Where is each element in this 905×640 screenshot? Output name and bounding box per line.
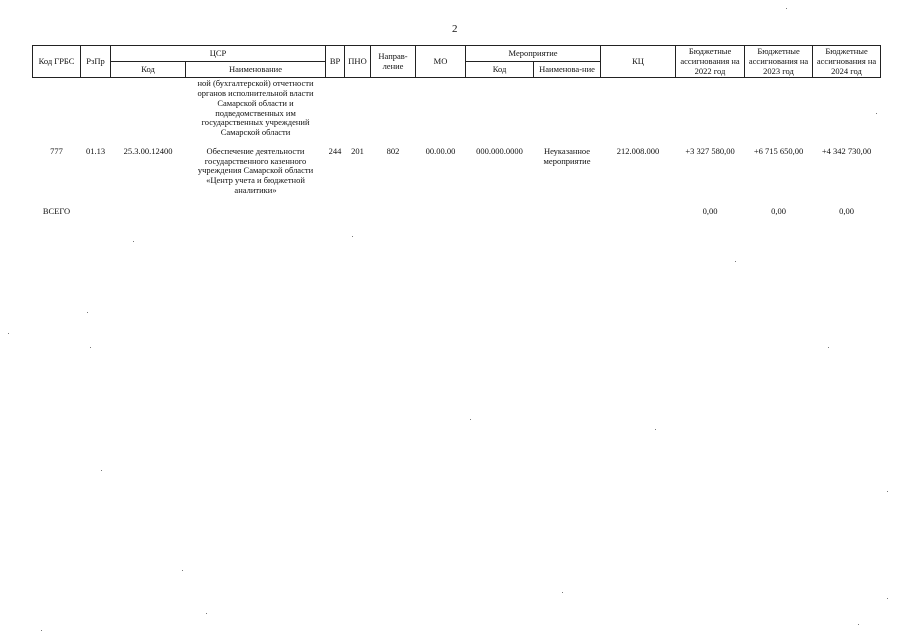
continuation-text: ной (бухгалтерской) отчетности органов исполнительной власти Самарской области и подведомственных им государственных учреждений Самарской области [197, 78, 314, 138]
cell-kod-grbs: 777 [50, 145, 63, 156]
table-row-continuation [33, 78, 881, 139]
total-row [33, 197, 881, 218]
page-number: 2 [452, 23, 458, 35]
total-budget-2024: 0,00 [839, 205, 854, 216]
header-kc: КЦ [601, 46, 676, 78]
header-mo: МО [416, 46, 466, 78]
header-meropriyatie-kod: Код [466, 62, 534, 78]
budget-table [32, 45, 881, 217]
header-meropriyatie-name: Наименова-ние [534, 62, 601, 78]
cell-vr: 244 [328, 145, 342, 156]
cell-csr-kod: 25.3.00.12400 [123, 145, 173, 156]
cell-napravlenie: 802 [386, 145, 400, 156]
cell-budget-2022: +3 327 580,00 [685, 145, 735, 156]
scan-speck [470, 419, 471, 420]
scan-speck [352, 236, 353, 237]
scan-speck [562, 592, 563, 593]
table-row [33, 139, 881, 197]
scan-speck [90, 347, 91, 348]
header-rzpr: РзПр [81, 46, 111, 78]
header-csr-name: Наименование [186, 62, 326, 78]
scan-speck [133, 241, 134, 242]
cell-meropriyatie-name: Неуказанное мероприятие [543, 145, 591, 166]
header-budget-2022: Бюджетные ассигнования на 2022 год [676, 46, 745, 78]
cell-budget-2024: +4 342 730,00 [821, 145, 872, 156]
scan-speck [41, 630, 42, 631]
scan-speck [735, 261, 736, 262]
header-meropriyatie: Мероприятие [466, 46, 601, 62]
header-kod-grbs: Код ГРБС [33, 46, 81, 78]
scan-speck [887, 491, 888, 492]
scan-speck [786, 8, 787, 9]
scan-speck [182, 570, 183, 571]
scan-speck [858, 624, 859, 625]
header-vr: ВР [326, 46, 345, 78]
header-napravlenie: Направ-ление [371, 46, 416, 78]
scan-speck [828, 347, 829, 348]
total-label: ВСЕГО [42, 205, 71, 216]
scan-speck [206, 613, 207, 614]
cell-rzpr: 01.13 [85, 145, 106, 156]
scan-speck [887, 598, 888, 599]
cell-kc: 212.008.000 [616, 145, 660, 156]
header-budget-2023: Бюджетные ассигнования на 2023 год [745, 46, 813, 78]
scan-speck [8, 333, 9, 334]
table-header [33, 46, 881, 78]
header-csr-kod: Код [111, 62, 186, 78]
scan-speck [876, 113, 877, 114]
cell-budget-2023: +6 715 650,00 [753, 145, 804, 156]
scan-speck [655, 429, 656, 430]
cell-mo: 00.00.00 [425, 145, 456, 156]
header-budget-2024: Бюджетные ассигнования на 2024 год [813, 46, 881, 78]
cell-csr-name: Обеспечение деятельности государственного казенного учреждения Самарской области «Центр учета и бюджетной аналитики» [197, 145, 314, 195]
total-budget-2023: 0,00 [771, 205, 786, 216]
scan-speck [87, 312, 88, 313]
cell-meropriyatie-kod: 000.000.0000 [476, 145, 523, 156]
header-csr: ЦСР [111, 46, 326, 62]
cell-pno: 201 [351, 145, 364, 156]
header-pno: ПНО [345, 46, 371, 78]
total-budget-2022: 0,00 [702, 205, 718, 216]
scan-speck [101, 470, 102, 471]
